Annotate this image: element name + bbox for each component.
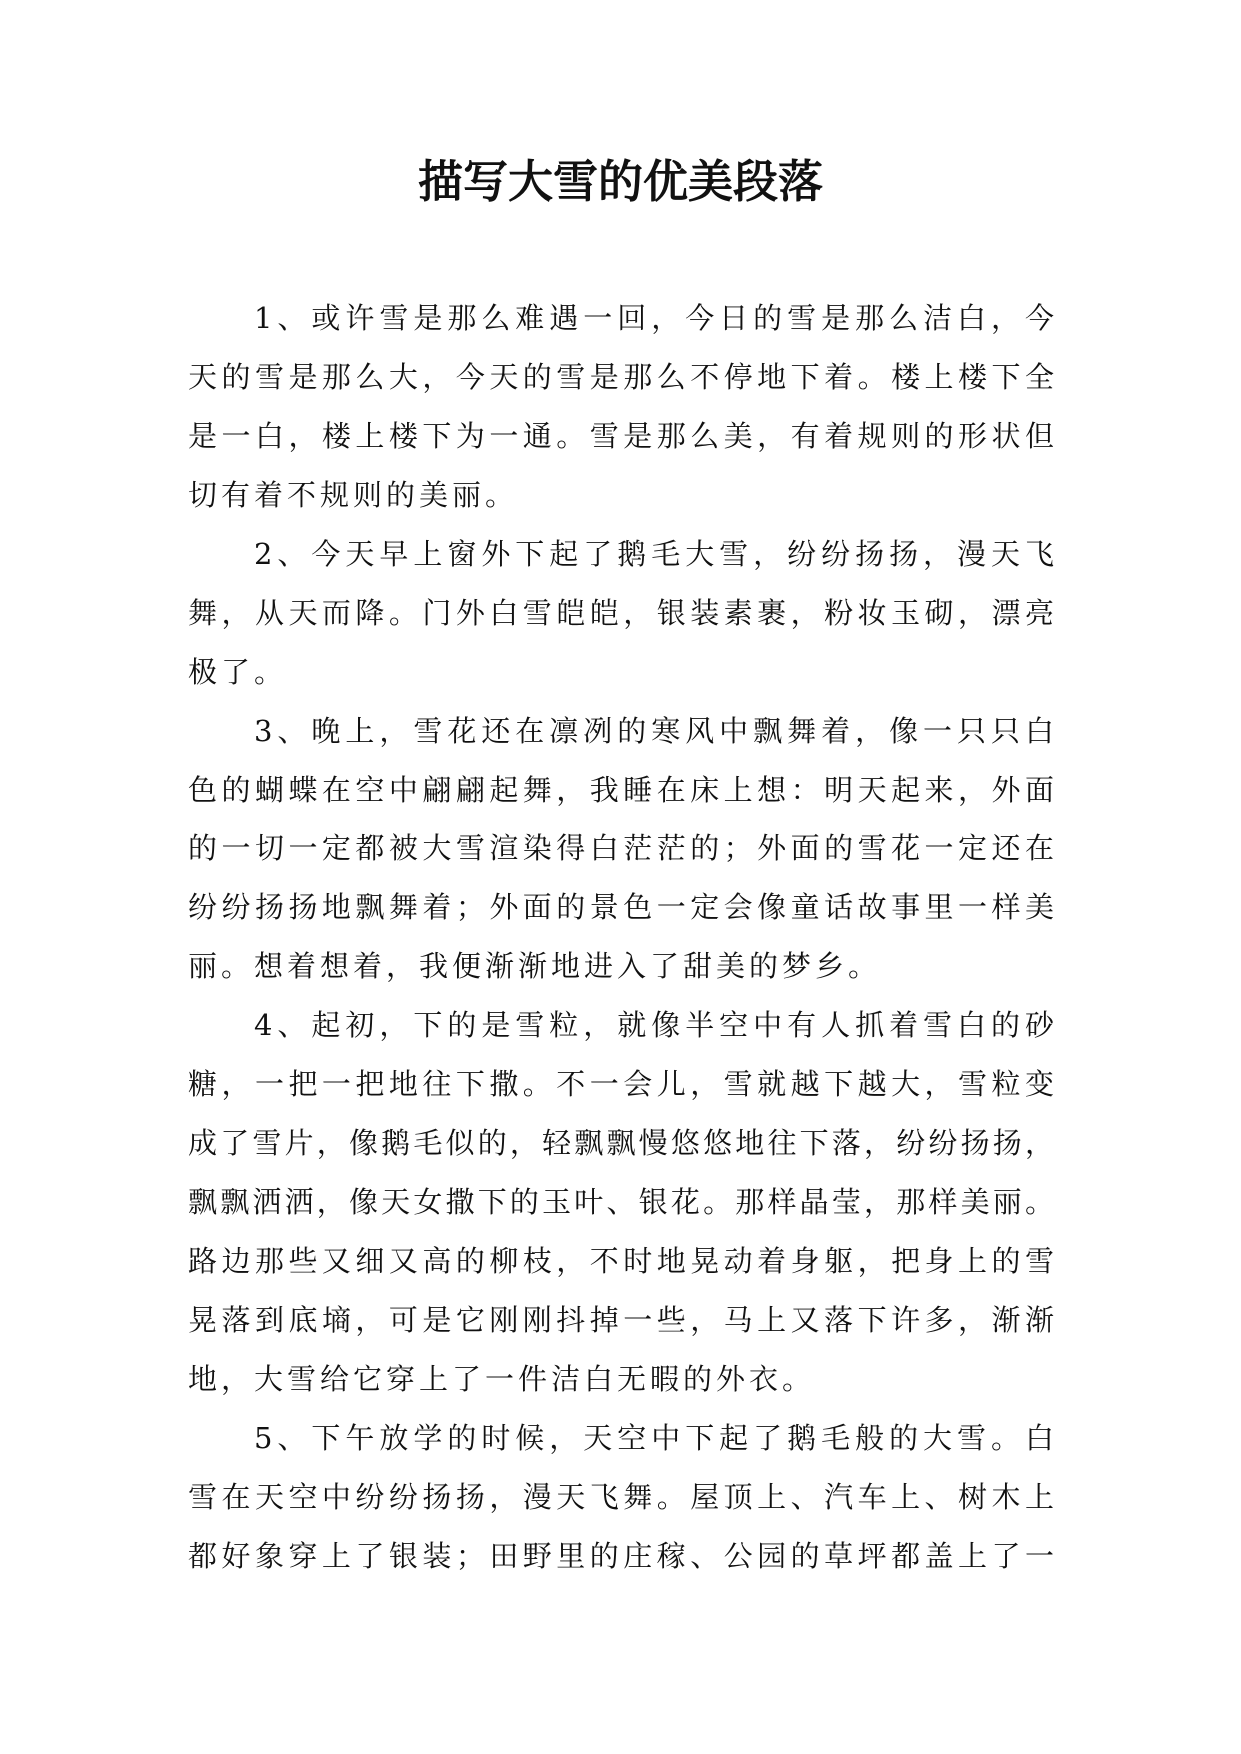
- paragraph-line: 成了雪片，像鹅毛似的，轻飘飘慢悠悠地往下落，纷纷扬扬，: [188, 1126, 1054, 1161]
- paragraph-line: 地，大雪给它穿上了一件洁白无暇的外衣。: [188, 1361, 816, 1396]
- paragraph-line: 路边那些又细又高的柳枝，不时地晃动着身躯，把身上的雪: [188, 1244, 1054, 1278]
- paragraph-3: [188, 702, 1054, 997]
- paragraph-line: 晃落到底墒，可是它刚刚抖掉一些，马上又落下许多，渐渐: [188, 1302, 1054, 1337]
- paragraph-line: 天的雪是那么大，今天的雪是那么不停地下着。楼上楼下全: [188, 359, 1054, 394]
- paragraph-line: 1、或许雪是那么难遇一回，今日的雪是那么洁白，今: [254, 301, 1054, 335]
- paragraph-5: [188, 1409, 1054, 1586]
- document-title: 描写大雪的优美段落: [417, 155, 823, 208]
- paragraph-line: 的一切一定都被大雪渲染得白茫茫的；外面的雪花一定还在: [188, 831, 1054, 866]
- paragraph-line: 纷纷扬扬地飘舞着；外面的景色一定会像童话故事里一样美: [188, 890, 1054, 925]
- paragraph-line: 3、晚上，雪花还在凛冽的寒风中飘舞着，像一只只白: [254, 713, 1054, 748]
- paragraph-line: 雪在天空中纷纷扬扬，漫天飞舞。屋顶上、汽车上、树木上: [188, 1479, 1054, 1514]
- paragraph-line: 色的蝴蝶在空中翩翩起舞，我睡在床上想：明天起来，外面: [188, 772, 1054, 807]
- paragraph-line: 极了。: [188, 654, 288, 689]
- paragraph-line: 都好象穿上了银装；田野里的庄稼、公园的草坪都盖上了一: [188, 1538, 1054, 1573]
- paragraph-line: 飘飘洒洒，像天女撒下的玉叶、银花。那样晶莹，那样美丽。: [188, 1185, 1054, 1220]
- paragraph-line: 切有着不规则的美丽。: [188, 477, 519, 512]
- paragraph-4: [188, 996, 1054, 1409]
- paragraph-2: [188, 525, 1054, 702]
- paragraph-line: 4、起初，下的是雪粒，就像半空中有人抓着雪白的砂: [254, 1008, 1054, 1043]
- paragraph-line: 5、下午放学的时候，天空中下起了鹅毛般的大雪。白: [254, 1420, 1054, 1455]
- paragraph-line: 糖，一把一把地往下撒。不一会儿，雪就越下越大，雪粒变: [188, 1067, 1054, 1102]
- paragraph-line: 丽。想着想着，我便渐渐地进入了甜美的梦乡。: [188, 949, 882, 984]
- document-body: [188, 289, 1054, 1586]
- paragraph-line: 是一白，楼上楼下为一通。雪是那么美，有着规则的形状但: [188, 418, 1054, 453]
- paragraph-1: [188, 289, 1054, 525]
- paragraph-line: 2、今天早上窗外下起了鹅毛大雪，纷纷扬扬，漫天飞: [254, 536, 1054, 571]
- paragraph-line: 舞，从天而降。门外白雪皑皑，银装素裹，粉妆玉砌，漂亮: [188, 595, 1054, 630]
